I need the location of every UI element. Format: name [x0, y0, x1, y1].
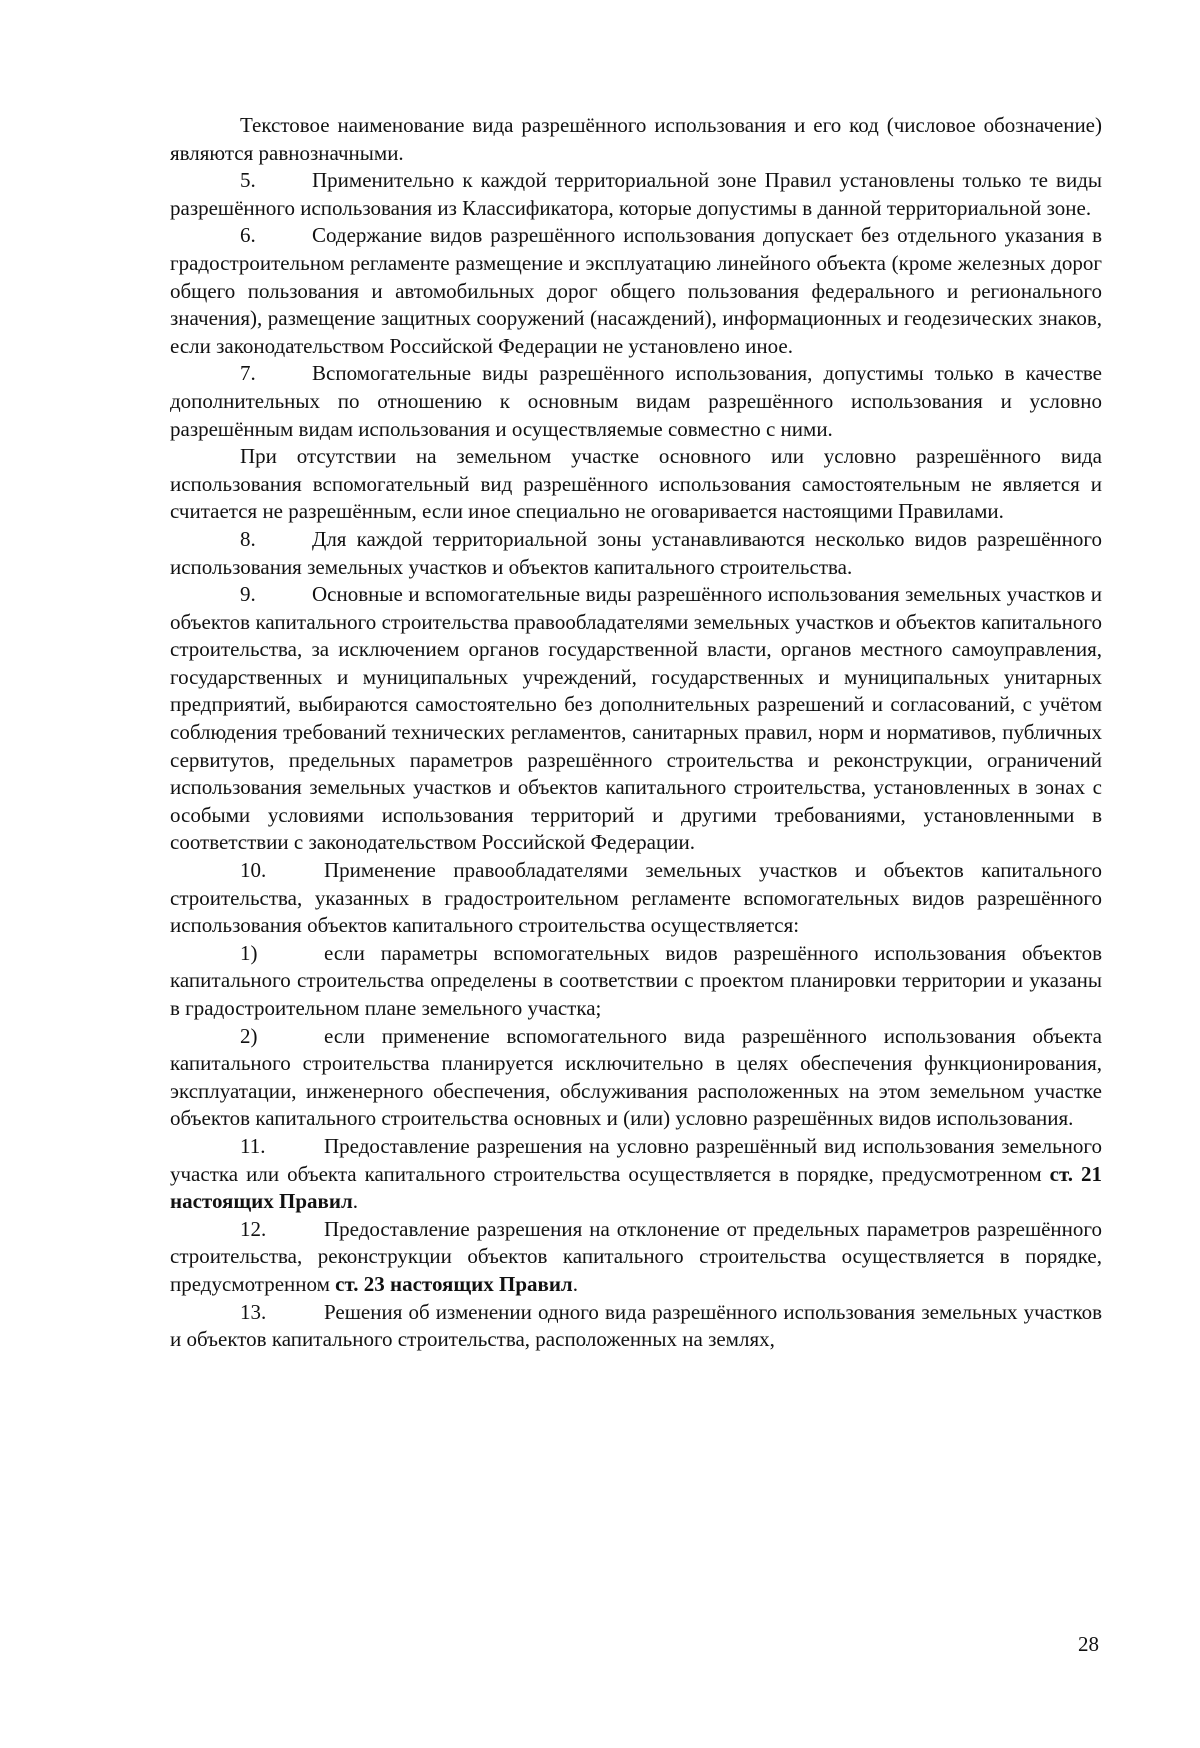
paragraph-text: если параметры вспомогательных видов разрешённого использования объектов капитального строительства определены в соответствии с проектом планировки территории и указаны в градостроительном плане земельного участка; [170, 940, 1102, 1020]
document-body [170, 112, 1102, 1354]
paragraph-number: 10. [240, 858, 267, 883]
article-reference: ст. 23 настоящих Правил [335, 1271, 573, 1296]
paragraph-text: Содержание видов разрешённого использования допускает без отдельного указания в градостроительном регламенте размещение и эксплуатацию линейного объекта (кроме железных дорог общего пользования и автомобильных дорог общего пользования федерального и регионального значения), размещение защитных сооружений (насаждений), информационных и геодезических знаков, если законодательством Российской Федерации не установлено иное. [170, 223, 1102, 358]
subparagraph-number: 2) [240, 1023, 258, 1048]
paragraph [170, 443, 1102, 526]
paragraph-number: 11. [240, 1133, 266, 1158]
paragraph [170, 1216, 1102, 1299]
subparagraph [170, 940, 1102, 1023]
paragraph [170, 360, 1102, 443]
paragraph-text: Применение правообладателями земельных участков и объектов капитального строительства, указанных в градостроительном регламенте вспомогательных видов разрешённого использования объектов капитального строительства осуществляется: [170, 858, 1102, 938]
paragraph-text: Предоставление разрешения на отклонение от предельных параметров разрешённого строительства, реконструкции объектов капитального строительства осуществляется в порядке, предусмотренном [170, 1216, 1102, 1296]
paragraph [170, 222, 1102, 360]
paragraph-text: Основные и вспомогательные виды разрешённого использования земельных участков и объектов капитального строительства правообладателями земельных участков и объектов капитального строительства, за исключением органов государственной власти, органов местного самоуправления, государственных и муниципальных учреждений, государственных и муниципальных унитарных предприятий, выбираются самостоятельно без дополнительных разрешений и согласований, с учётом соблюдения требований технических регламентов, санитарных правил, норм и нормативов, публичных сервитутов, предельных параметров разрешённого строительства и реконструкции, ограничений использования земельных участков и объектов капитального строительства, установленных в зонах с особыми условиями использования территорий и другими требованиями, установленными в соответствии с законодательством Российской Федерации. [170, 582, 1102, 855]
paragraph-number: 8. [240, 526, 256, 551]
paragraph [170, 1133, 1102, 1216]
paragraph-text: При отсутствии на земельном участке основного или условно разрешённого вида использования вспомогательный вид разрешённого использования самостоятельным не является и считается не разрешённым, если иное специально не оговаривается настоящими Правилами. [170, 444, 1102, 524]
paragraph-text: Для каждой территориальной зоны устанавливаются несколько видов разрешённого использования земельных участков и объектов капитального строительства. [170, 526, 1102, 579]
paragraph-number: 13. [240, 1299, 267, 1324]
paragraph-tail: . [572, 1271, 578, 1296]
paragraph-number: 7. [240, 361, 256, 386]
paragraph [170, 857, 1102, 940]
paragraph-text: Текстовое наименование вида разрешённого использования и его код (числовое обозначение) являются равнозначными. [170, 113, 1102, 165]
paragraph-text: Решения об изменении одного вида разрешённого использования земельных участков и объектов капитального строительства, расположенных на землях, [170, 1299, 1102, 1352]
paragraph-number: 6. [240, 223, 256, 248]
paragraph-text: Предоставление разрешения на условно разрешённый вид использования земельного участка или объекта капитального строительства осуществляется в порядке, предусмотренном [170, 1133, 1102, 1186]
page-number: 28 [1078, 1632, 1099, 1656]
article-reference: ст. 21 настоящих Правил [170, 1161, 1102, 1214]
paragraph [170, 581, 1102, 857]
paragraph-number: 9. [240, 582, 256, 607]
paragraph-text: Вспомогательные виды разрешённого использования, допустимы только в качестве дополнительных по отношению к основным видам разрешённого использования и условно разрешённым видам использования и осуществляемые совместно с ними. [170, 361, 1102, 441]
paragraph [170, 1299, 1102, 1354]
paragraph [170, 526, 1102, 581]
paragraph-text: Применительно к каждой территориальной зоне Правил установлены только те виды разрешённого использования из Классификатора, которые допустимы в данной территориальной зоне. [170, 168, 1102, 220]
paragraph [170, 167, 1102, 222]
paragraph [170, 112, 1102, 167]
paragraph-text: если применение вспомогательного вида разрешённого использования объекта капитального строительства планируется исключительно в целях обеспечения функционирования, эксплуатации, инженерного обеспечения, обслуживания расположенных на этом земельном участке объектов капитального строительства основных и (или) условно разрешённых видов использования. [170, 1023, 1102, 1131]
subparagraph [170, 1023, 1102, 1133]
paragraph-number: 12. [240, 1216, 267, 1241]
subparagraph-number: 1) [240, 940, 258, 965]
paragraph-tail: . [352, 1189, 358, 1214]
paragraph-number: 5. [240, 168, 256, 193]
